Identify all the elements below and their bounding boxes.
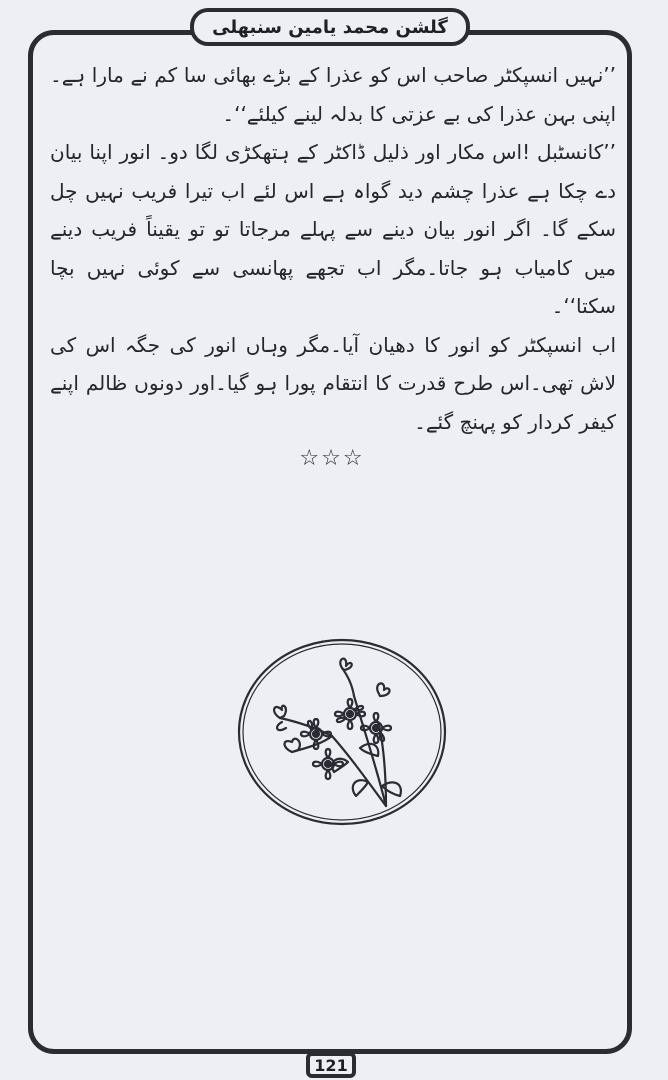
- story-text: [50, 56, 616, 441]
- paragraph-1: ’’نہیں انسپکٹر صاحب اس کو عذرا کے بڑے بھائی سا کم نے مارا ہے۔ اپنی بہن عذرا کی بے عزتی کا بدلہ لینے کیلئے‘‘۔: [50, 63, 616, 126]
- header-title: گلشن محمد یامین سنبھلی: [212, 16, 448, 38]
- section-separator-stars: ☆☆☆: [299, 446, 365, 471]
- flower-medallion-icon: [236, 636, 448, 828]
- page-number: 121: [314, 1055, 348, 1075]
- running-header: [190, 8, 470, 46]
- paragraph-2: ’’کانسٹبل !اس مکار اور ذلیل ڈاکٹر کے ہتھکڑی لگا دو۔ انور اپنا بیان دے چکا ہے عذرا چشم دید گواہ ہے اس لئے اب تیرا فریب نہیں چل سکے گا۔ اگر انور بیان دینے سے پہلے مرجاتا تو تو یقیناً فریب دینے میں کامیاب ہو جاتا۔مگر اب تجھے پھانسی سے کوئی نہیں بچا سکتا‘‘۔: [50, 140, 616, 318]
- page-number-box: [306, 1052, 356, 1078]
- paragraph-3: اب انسپکٹر کو انور کا دھیان آیا۔مگر وہاں انور کی جگہ اس کی لاش تھی۔اس طرح قدرت کا انتقام پورا ہو گیا۔اور دونوں ظالم اپنے کیفر کردار کو پہنچ گئے۔: [50, 332, 616, 434]
